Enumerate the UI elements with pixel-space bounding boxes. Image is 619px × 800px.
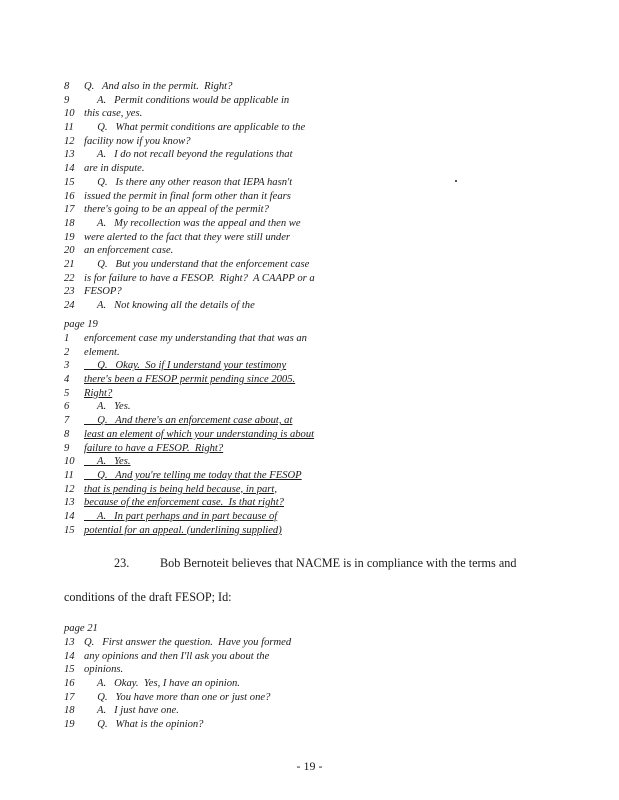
- line-text: Q. And also in the permit. Right?: [84, 81, 233, 92]
- paragraph-number: 23.: [114, 556, 130, 570]
- line-number: 21: [64, 258, 75, 270]
- line-text: Q. First answer the question. Have you formed: [84, 637, 292, 648]
- transcript-line: [64, 258, 484, 272]
- line-text: any opinions and then I'll ask you about the: [84, 650, 270, 662]
- line-text: Q. And you're telling me today that the FESOP: [84, 469, 302, 481]
- paragraph-line-1: Bob Bernoteit believes that NACME is in compliance with the terms and: [160, 556, 517, 570]
- line-number: 19: [64, 719, 75, 731]
- transcript-line: [64, 162, 484, 176]
- line-text: potential for an appeal. (underlining supplied): [84, 524, 282, 536]
- line-number: 13: [64, 497, 75, 509]
- line-number: 11: [64, 469, 74, 481]
- transcript-line: [64, 203, 484, 217]
- line-number: 11: [64, 122, 74, 134]
- line-number: 7: [64, 415, 70, 427]
- transcript-line: [64, 677, 484, 691]
- line-number: 23: [64, 286, 75, 298]
- line-text: facility now if you know?: [84, 135, 191, 147]
- line-text: there's been a FESOP permit pending since 2005.: [84, 374, 296, 386]
- line-text: A. In part perhaps and in part because of: [84, 510, 278, 522]
- line-number: 14: [64, 163, 75, 175]
- transcript-line: [64, 299, 484, 313]
- line-text: because of the enforcement case. Is that right?: [84, 497, 284, 509]
- transcript-line: [64, 663, 484, 677]
- transcript-line: [64, 718, 484, 732]
- line-number: 14: [64, 650, 75, 662]
- line-text: opinions.: [84, 664, 124, 676]
- transcript-block-page-21: [64, 636, 484, 732]
- line-text: A. Yes.: [84, 456, 131, 468]
- transcript-line: [64, 231, 484, 245]
- transcript-line: [64, 107, 484, 121]
- line-text: Q. And there's an enforcement case about, at: [84, 415, 293, 427]
- line-text: were alerted to the fact that they were still under: [84, 231, 291, 243]
- line-number: 15: [64, 664, 75, 676]
- line-text: Q. But you understand that the enforcement case: [84, 258, 310, 270]
- line-number: 5: [64, 387, 70, 399]
- line-number: 16: [64, 678, 75, 690]
- transcript-block-page-19: [64, 332, 484, 537]
- transcript-line: [64, 135, 484, 149]
- transcript-line: [64, 244, 484, 258]
- line-text: that is pending is being held because, in part,: [84, 483, 278, 495]
- transcript-line: [64, 442, 484, 456]
- line-text: failure to have a FESOP. Right?: [84, 442, 224, 454]
- transcript-line: [64, 121, 484, 135]
- line-text: enforcement case my understanding that that was an: [84, 333, 307, 344]
- page-number-footer: - 19 -: [296, 759, 323, 773]
- line-number: 17: [64, 691, 75, 703]
- transcript-line: [64, 524, 484, 538]
- line-number: 19: [64, 231, 75, 243]
- line-text: Q. You have more than one or just one?: [84, 691, 271, 703]
- transcript-block-page-18: [64, 80, 484, 313]
- transcript-line: [64, 94, 484, 108]
- line-number: 18: [64, 217, 75, 229]
- line-text: an enforcement case.: [84, 245, 174, 257]
- line-number: 9: [64, 442, 70, 454]
- line-text: there's going to be an appeal of the permit?: [84, 204, 269, 216]
- transcript-line: [64, 455, 484, 469]
- scan-speck: [455, 180, 457, 182]
- line-text: issued the permit in final form other than it fears: [84, 190, 291, 202]
- line-number: 15: [64, 176, 75, 188]
- line-number: 20: [64, 245, 75, 257]
- transcript-line: [64, 400, 484, 414]
- line-number: 4: [64, 374, 70, 386]
- line-number: 6: [64, 401, 70, 413]
- line-number: 10: [64, 108, 75, 120]
- transcript-line: [64, 704, 484, 718]
- transcript-line: [64, 80, 484, 94]
- line-number: 2: [64, 346, 70, 358]
- page-reference-21: page 21: [64, 623, 98, 634]
- line-number: 1: [64, 333, 70, 344]
- transcript-line: [64, 691, 484, 705]
- line-text: A. Yes.: [84, 401, 131, 413]
- transcript-line: [64, 483, 484, 497]
- page-reference-19: page 19: [64, 319, 98, 330]
- line-number: 13: [64, 637, 75, 648]
- transcript-line: [64, 428, 484, 442]
- line-text: Q. What permit conditions are applicable to the: [84, 122, 306, 134]
- transcript-line: [64, 650, 484, 664]
- line-number: 13: [64, 149, 75, 161]
- line-number: 16: [64, 190, 75, 202]
- line-text: A. I do not recall beyond the regulations that: [84, 149, 293, 161]
- line-text: element.: [84, 346, 120, 358]
- line-text: Q. Okay. So if I understand your testimony: [84, 360, 287, 372]
- transcript-line: [64, 373, 484, 387]
- transcript-line: [64, 346, 484, 360]
- transcript-line: [64, 272, 484, 286]
- numbered-paragraph-23: [64, 555, 524, 605]
- transcript-line: [64, 359, 484, 373]
- transcript-line: [64, 387, 484, 401]
- transcript-line: [64, 414, 484, 428]
- transcript-line: [64, 496, 484, 510]
- line-number: 8: [64, 428, 70, 440]
- transcript-line: [64, 510, 484, 524]
- line-number: 17: [64, 204, 75, 216]
- line-text: least an element of which your understanding is about: [84, 428, 315, 440]
- line-text: A. My recollection was the appeal and then we: [84, 217, 301, 229]
- line-number: 9: [64, 94, 70, 106]
- line-number: 15: [64, 524, 75, 536]
- line-text: A. Not knowing all the details of the: [84, 300, 255, 311]
- line-number: 18: [64, 705, 75, 717]
- line-number: 3: [64, 360, 70, 372]
- line-number: 10: [64, 456, 75, 468]
- line-text: Q. Is there any other reason that IEPA hasn't: [84, 176, 293, 188]
- transcript-line: [64, 285, 484, 299]
- line-number: 8: [64, 81, 70, 92]
- transcript-line: [64, 469, 484, 483]
- line-number: 24: [64, 300, 75, 311]
- line-text: FESOP?: [84, 286, 122, 298]
- paragraph-line-2: conditions of the draft FESOP; Id:: [64, 590, 232, 604]
- line-text: A. Permit conditions would be applicable in: [84, 94, 290, 106]
- line-number: 12: [64, 135, 75, 147]
- line-text: Q. What is the opinion?: [84, 719, 204, 731]
- transcript-line: [64, 148, 484, 162]
- transcript-line: [64, 217, 484, 231]
- line-text: are in dispute.: [84, 163, 145, 175]
- line-number: 22: [64, 272, 75, 284]
- line-number: 14: [64, 510, 75, 522]
- line-text: A. I just have one.: [84, 705, 179, 717]
- line-text: this case, yes.: [84, 108, 143, 120]
- transcript-line: [64, 176, 484, 190]
- line-text: Right?: [84, 387, 113, 399]
- line-text: is for failure to have a FESOP. Right? A CAAPP or a: [84, 272, 315, 284]
- line-number: 12: [64, 483, 75, 495]
- transcript-line: [64, 190, 484, 204]
- line-text: A. Okay. Yes, I have an opinion.: [84, 678, 240, 690]
- transcript-line: [64, 636, 484, 650]
- transcript-line: [64, 332, 484, 346]
